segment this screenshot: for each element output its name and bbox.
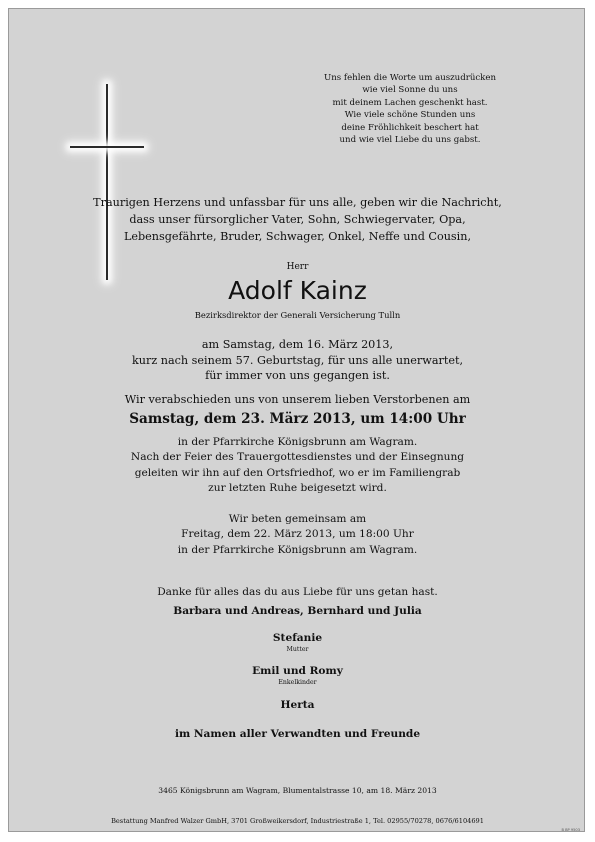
mourner-grandchildren-names: Emil und Romy: [252, 665, 343, 677]
mourner-mother-name: Stefanie: [272, 632, 323, 644]
cross-horizontal-beam: [70, 146, 144, 148]
cross-vertical-beam: [106, 84, 108, 280]
salutation: Herr: [286, 262, 309, 272]
intro-line: Lebensgefährte, Bruder, Schwager, Onkel, Neffe und Cousin,: [123, 229, 472, 243]
death-line: kurz nach seinem 57. Geburtstag, für uns alle unerwartet,: [131, 353, 463, 367]
mourner-partner-name: Herta: [280, 699, 315, 711]
poem-line: Uns fehlen die Worte um auszudrücken: [323, 73, 497, 83]
undertaker-line: Bestattung Manfred Walzer GmbH, 3701 Großweikersdorf, Industriestraße 1, Tel. 02955/70278, 0676/6104691: [111, 817, 484, 825]
document-code: B BP 9503: [561, 828, 580, 832]
funeral-intro: Wir verabschieden uns von unserem lieben Verstorbenen am: [124, 393, 471, 406]
death-line: für immer von uns gegangen ist.: [205, 369, 390, 383]
intro-line: dass unser fürsorglicher Vater, Sohn, Schwiegervater, Opa,: [129, 212, 466, 226]
funeral-detail-line: in der Pfarrkirche Königsbrunn am Wagram.: [177, 436, 418, 448]
death-line: am Samstag, dem 16. März 2013,: [201, 338, 394, 351]
closing-line: im Namen aller Verwandten und Freunde: [174, 728, 421, 740]
funeral-details: [0, 435, 595, 496]
prayer-notice: [0, 512, 595, 558]
address-line: 3465 Königsbrunn am Wagram, Blumentalstrasse 10, am 18. März 2013: [158, 786, 437, 795]
mourners-children: Barbara und Andreas, Bernhard und Julia: [173, 605, 422, 617]
mourner-mother-role: Mutter: [286, 646, 309, 653]
deceased-name: Adolf Kainz: [228, 276, 367, 305]
poem-line: deine Fröhlichkeit beschert hat: [341, 122, 479, 133]
intro-line: Traurigen Herzens und unfassbar für uns alle, geben wir die Nachricht,: [93, 196, 502, 209]
prayer-line: Wir beten gemeinsam am: [228, 513, 367, 525]
deceased-title: Bezirksdirektor der Generali Versicherung Tulln: [194, 310, 401, 320]
prayer-line: Freitag, dem 22. März 2013, um 18:00 Uhr: [181, 528, 414, 541]
mourner-grandchildren-role: Enkelkinder: [278, 679, 317, 686]
poem-line: mit deinem Lachen geschenkt hast.: [332, 97, 488, 108]
poem-line: Wie viele schöne Stunden uns: [344, 110, 476, 121]
prayer-line: in der Pfarrkirche Königsbrunn am Wagram.: [177, 543, 418, 556]
death-notice: [0, 337, 595, 384]
poem: [300, 72, 520, 146]
poem-line: wie viel Sonne du uns: [362, 85, 458, 96]
funeral-detail-line: zur letzten Ruhe beigesetzt wird.: [208, 481, 387, 494]
funeral-detail-line: geleiten wir ihn auf den Ortsfriedhof, wo er im Familiengrab: [134, 466, 461, 479]
funeral-detail-line: Nach der Feier des Trauergottesdienstes und der Einsegnung: [130, 451, 465, 464]
intro-text: [0, 195, 595, 245]
thanks-text: Danke für alles das du aus Liebe für uns getan hast.: [157, 586, 438, 598]
funeral-date: Samstag, dem 23. März 2013, um 14:00 Uhr: [129, 411, 466, 427]
poem-line: und wie viel Liebe du uns gabst.: [339, 135, 481, 146]
